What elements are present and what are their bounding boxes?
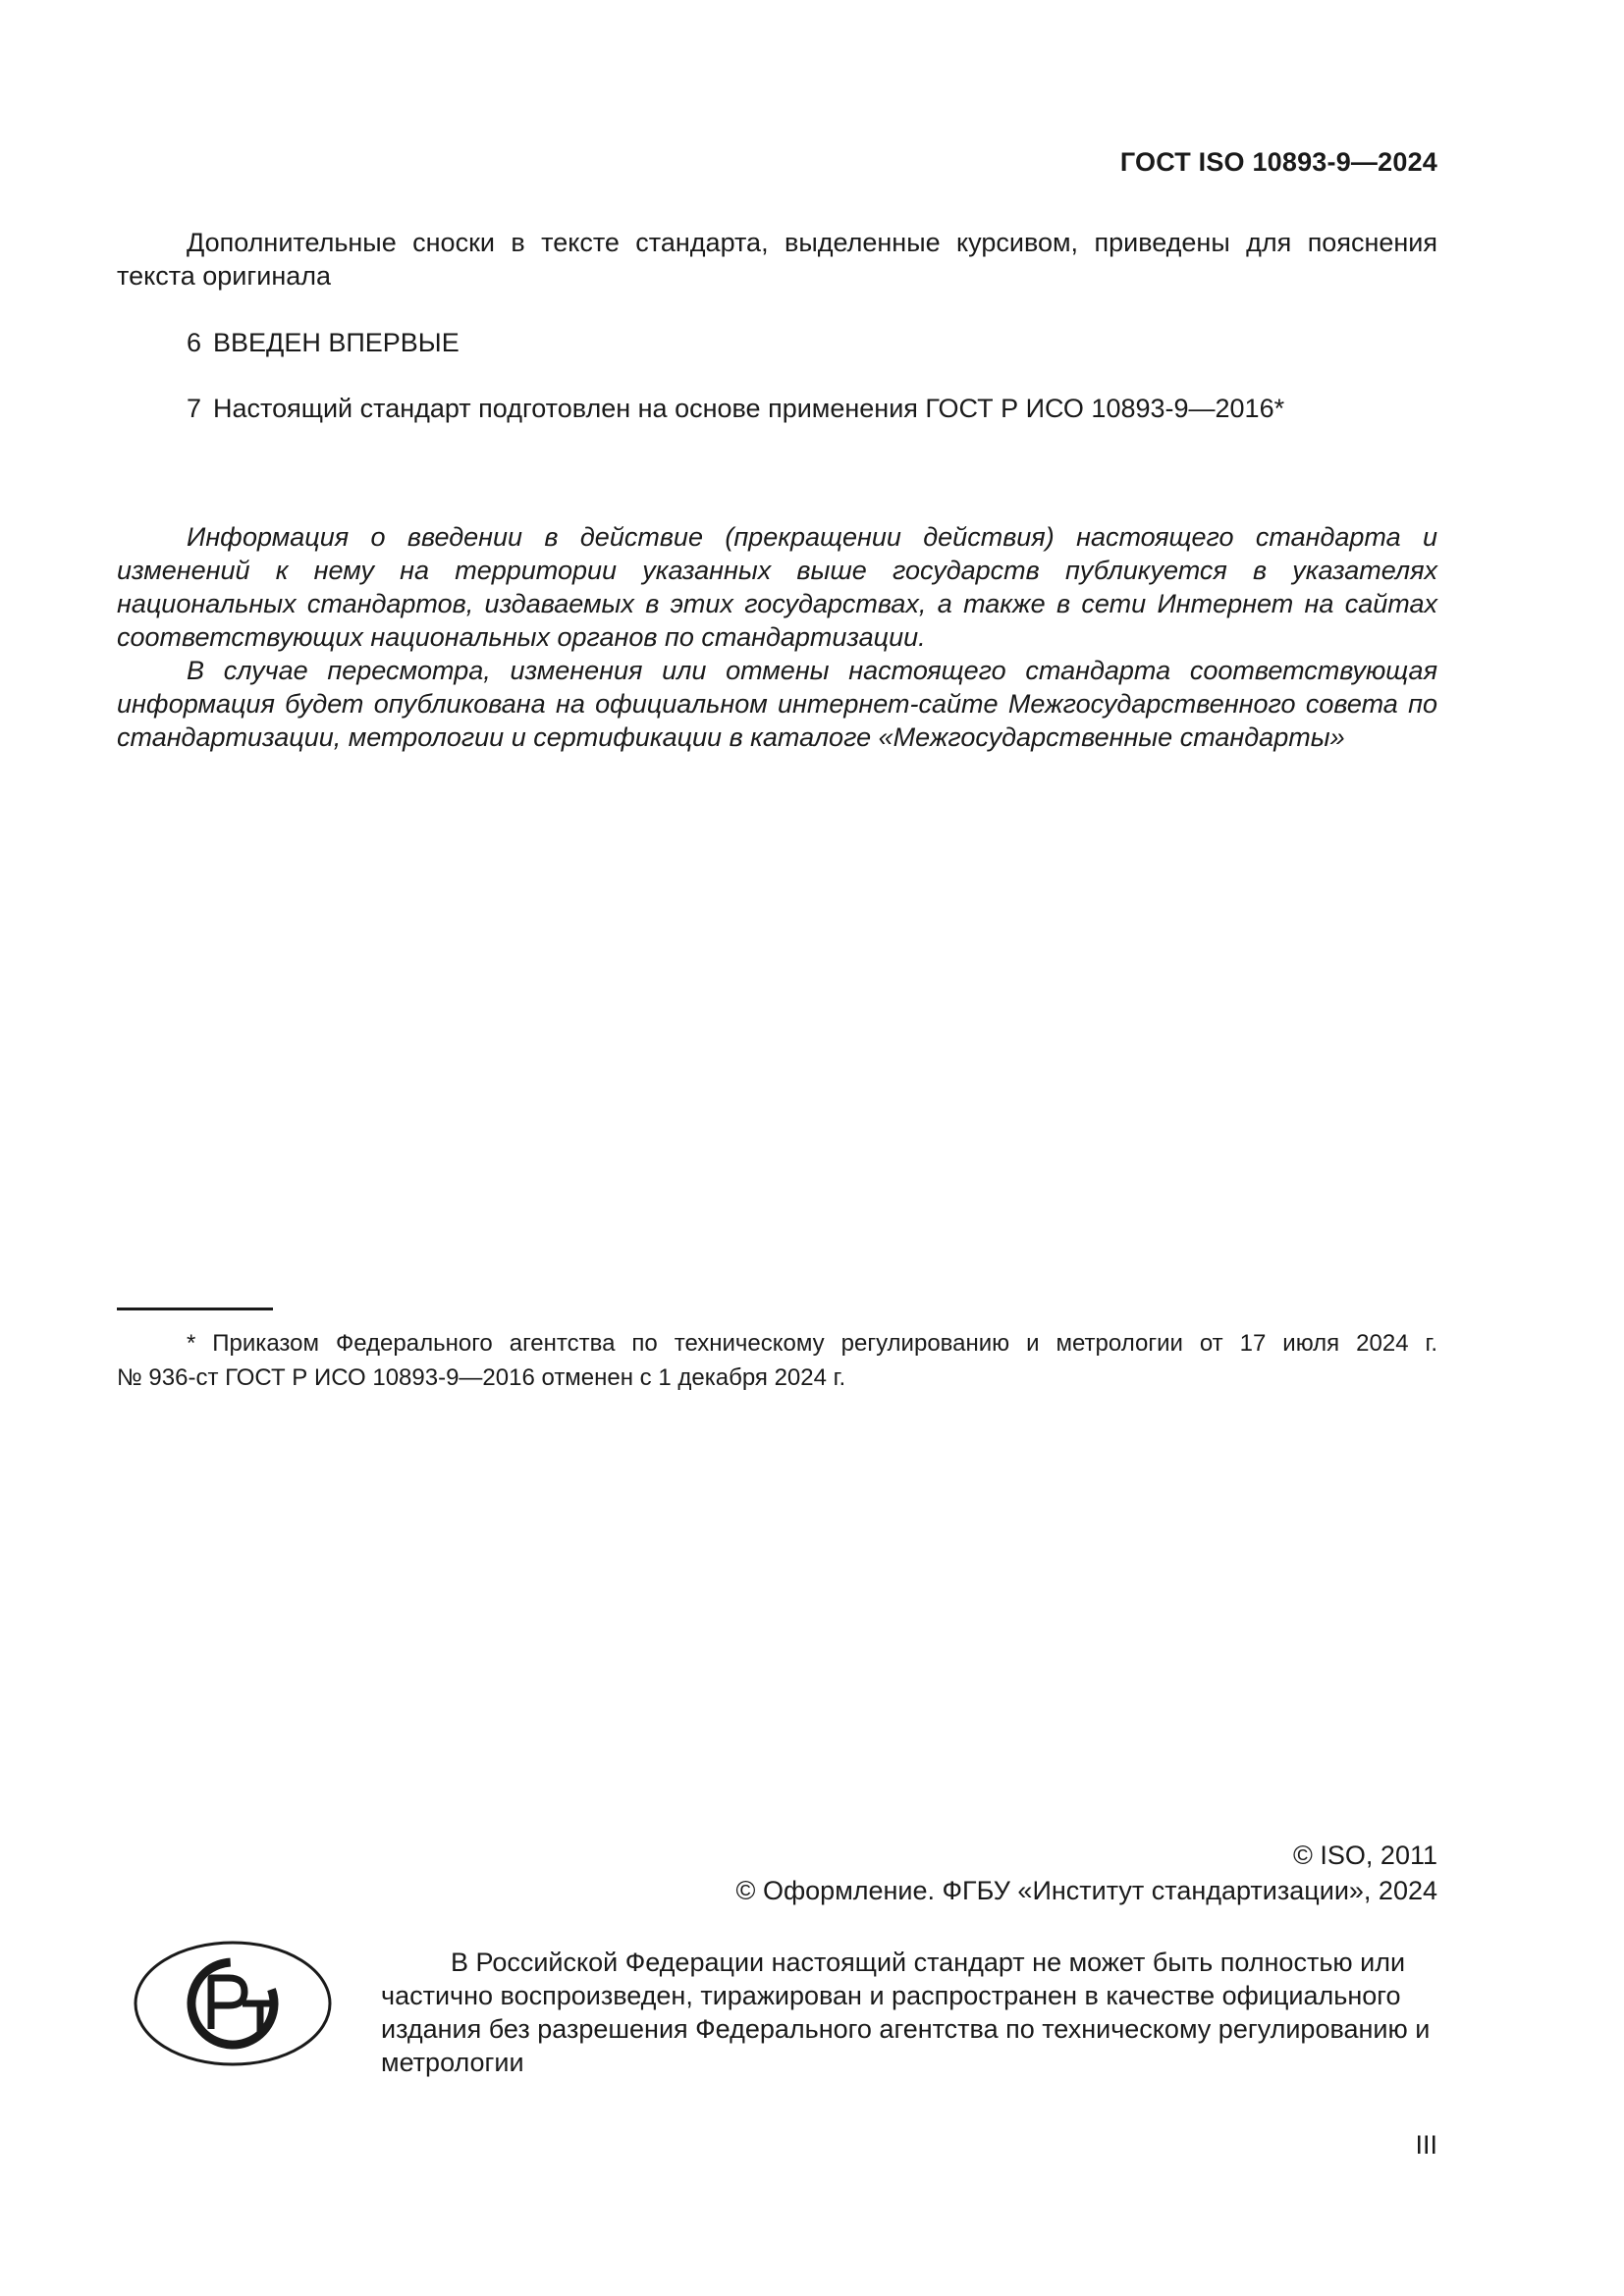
gost-r-certification-mark-icon <box>133 1939 334 2069</box>
item-number: 6 <box>187 328 202 357</box>
footnote-line-2: № 936-ст ГОСТ Р ИСО 10893-9—2016 отменен с 1 декабря 2024 г. <box>117 1364 846 1391</box>
info-paragraph-revision: В случае пересмотра, изменения или отмены настоящего стандарта соответствующая информация будет опубликована на официальном интернет-сайте Межгосударственного совета по стандартизации, метрологии и сертификации в каталоге «Межгосударственные стандарты» <box>117 656 1437 752</box>
copyright-design: © Оформление. ФГБУ «Институт стандартизации», 2024 <box>735 1876 1437 1905</box>
item-text: Настоящий стандарт подготовлен на основе применения ГОСТ Р ИСО 10893-9—2016* <box>213 394 1285 423</box>
intro-note: Дополнительные сноски в тексте стандарта, выделенные курсивом, приведены для пояснения текста оригинала <box>117 228 1437 291</box>
item-number: 7 <box>187 394 202 423</box>
footnote-separator <box>117 1308 273 1310</box>
list-item <box>187 326 1437 359</box>
reproduction-notice-text: В Российской Федерации настоящий стандарт не может быть полностью или частично воспроизведен, тиражирован и распространен в качестве официального издания без разрешения Федерального агентства по техническому регулированию и метрологии <box>381 1948 1431 2077</box>
footnote-line-1: * Приказом Федерального агентства по техническому регулированию и метрологии от 17 июля 2024 г. <box>187 1330 1437 1357</box>
page-number: III <box>1415 2130 1437 2160</box>
reproduction-notice <box>381 1946 1437 2079</box>
document-code-header: ГОСТ ISO 10893-9—2024 <box>1119 147 1437 177</box>
copyright-iso: © ISO, 2011 <box>1293 1841 1437 1870</box>
item-text: ВВЕДЕН ВПЕРВЫЕ <box>213 328 460 357</box>
footnote <box>117 1326 1437 1395</box>
info-paragraph-introduction: Информация о введении в действие (прекращении действия) настоящего стандарта и изменений к нему на территории указанных выше государств публикуется в указателях национальных стандартов, издаваемых в этих государствах, а также в сети Интернет на сайтах соответствующих национальных органов по стандартизации. <box>117 522 1437 652</box>
list-item <box>187 392 1437 425</box>
